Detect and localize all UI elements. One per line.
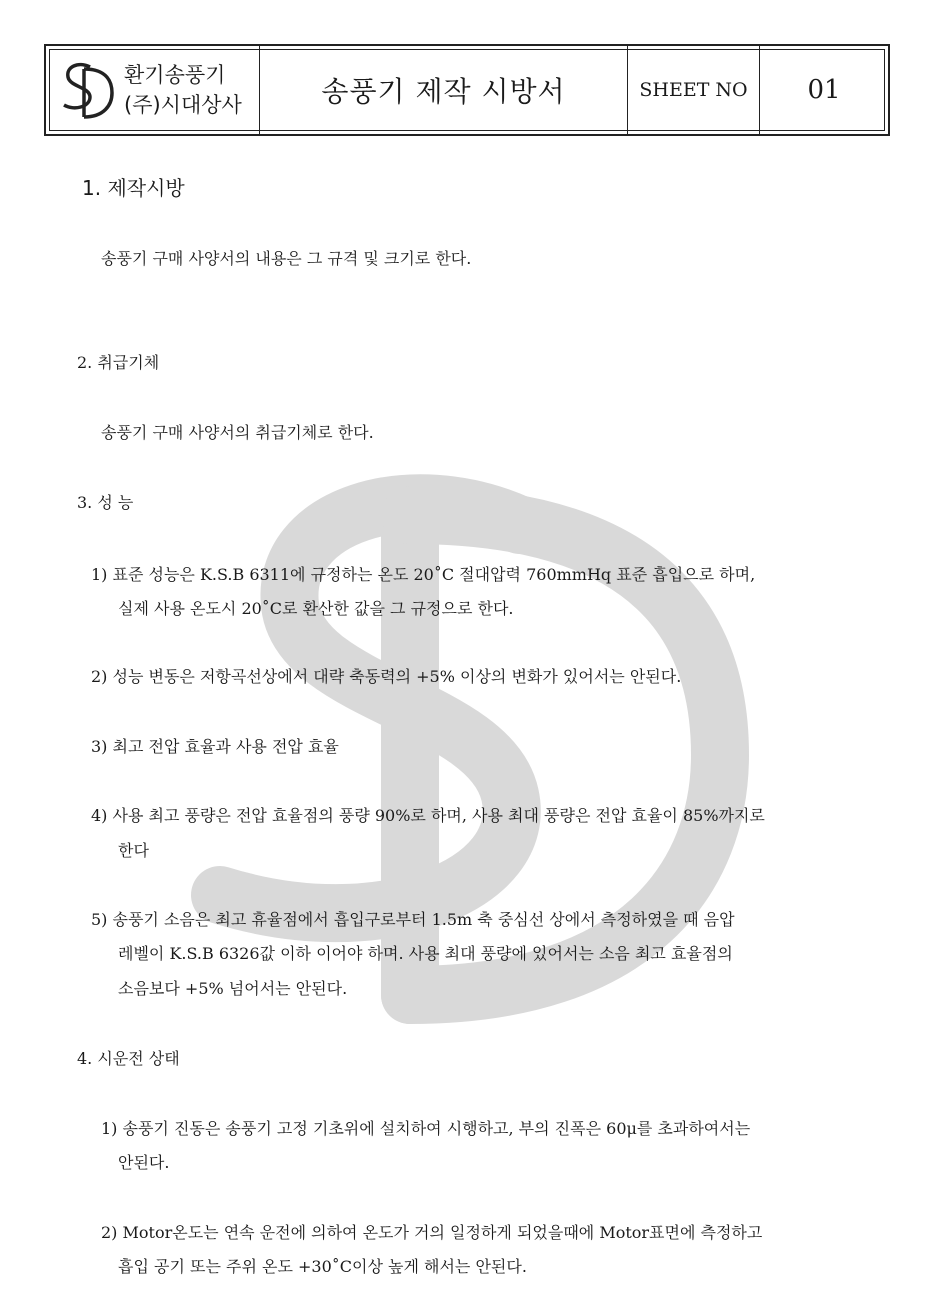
section-4-heading: 4. 시운전 상태 bbox=[77, 1049, 180, 1068]
section-3-item-4-line-2: 한다 bbox=[118, 841, 149, 860]
section-4-item-1-line-2: 안된다. bbox=[118, 1153, 170, 1172]
company-line-2: (주)시대상사 bbox=[124, 93, 242, 117]
section-4-item-1-line-1: 1) 송풍기 진동은 송풍기 고정 기초위에 설치하여 시행하고, 부의 진폭은 60μ를 초과하여서는 bbox=[101, 1119, 751, 1138]
sheet-no-label: SHEET NO bbox=[628, 46, 760, 134]
section-3-item-5-line-3: 소음보다 +5% 넘어서는 안된다. bbox=[118, 979, 348, 998]
section-3-item-4-line-1: 4) 사용 최고 풍량은 전압 효율점의 풍량 90%로 하며, 사용 최대 풍량은 전압 효율이 85%까지로 bbox=[91, 806, 765, 825]
company-name bbox=[124, 60, 242, 120]
document-header bbox=[44, 44, 890, 136]
section-2-body: 송풍기 구매 사양서의 취급기체로 한다. bbox=[101, 423, 374, 442]
section-3-heading: 3. 성 능 bbox=[77, 493, 134, 512]
section-3-item-2: 2) 성능 변동은 저항곡선상에서 대략 축동력의 +5% 이상의 변화가 있어서는 안된다. bbox=[91, 667, 682, 686]
section-1-body: 송풍기 구매 사양서의 내용은 그 규격 및 크기로 한다. bbox=[101, 249, 472, 268]
section-3-item-3: 3) 최고 전압 효율과 사용 전압 효율 bbox=[91, 737, 339, 756]
section-2-heading: 2. 취급기체 bbox=[77, 353, 160, 372]
company-logo-icon bbox=[60, 59, 116, 121]
section-3-item-1-line-2: 실제 사용 온도시 20˚C로 환산한 값을 그 규정으로 한다. bbox=[118, 599, 514, 618]
section-1-heading: 1. 제작시방 bbox=[82, 176, 185, 200]
section-4-item-2-line-1: 2) Motor온도는 연속 운전에 의하여 온도가 거의 일정하게 되었을때에 Motor표면에 측정하고 bbox=[101, 1223, 763, 1242]
section-3-item-1-line-1: 1) 표준 성능은 K.S.B 6311에 규정하는 온도 20˚C 절대압력 760mmHq 표준 흡입으로 하며, bbox=[91, 565, 756, 584]
section-4-item-2-line-2: 흡입 공기 또는 주위 온도 +30˚C이상 높게 해서는 안된다. bbox=[118, 1257, 527, 1276]
section-3-item-5-line-2: 레벨이 K.S.B 6326값 이하 이어야 하며. 사용 최대 풍량에 있어서는 소음 최고 효율점의 bbox=[118, 944, 733, 963]
document-title: 송풍기 제작 시방서 bbox=[260, 46, 628, 134]
sheet-no-value: 01 bbox=[807, 75, 841, 105]
company-line-1: 환기송풍기 bbox=[124, 63, 226, 87]
section-3-item-5-line-1: 5) 송풍기 소음은 최고 휴율점에서 흡입구로부터 1.5m 축 중심선 상에서 측정하였을 때 음압 bbox=[91, 910, 735, 929]
logo-cell bbox=[46, 46, 260, 134]
